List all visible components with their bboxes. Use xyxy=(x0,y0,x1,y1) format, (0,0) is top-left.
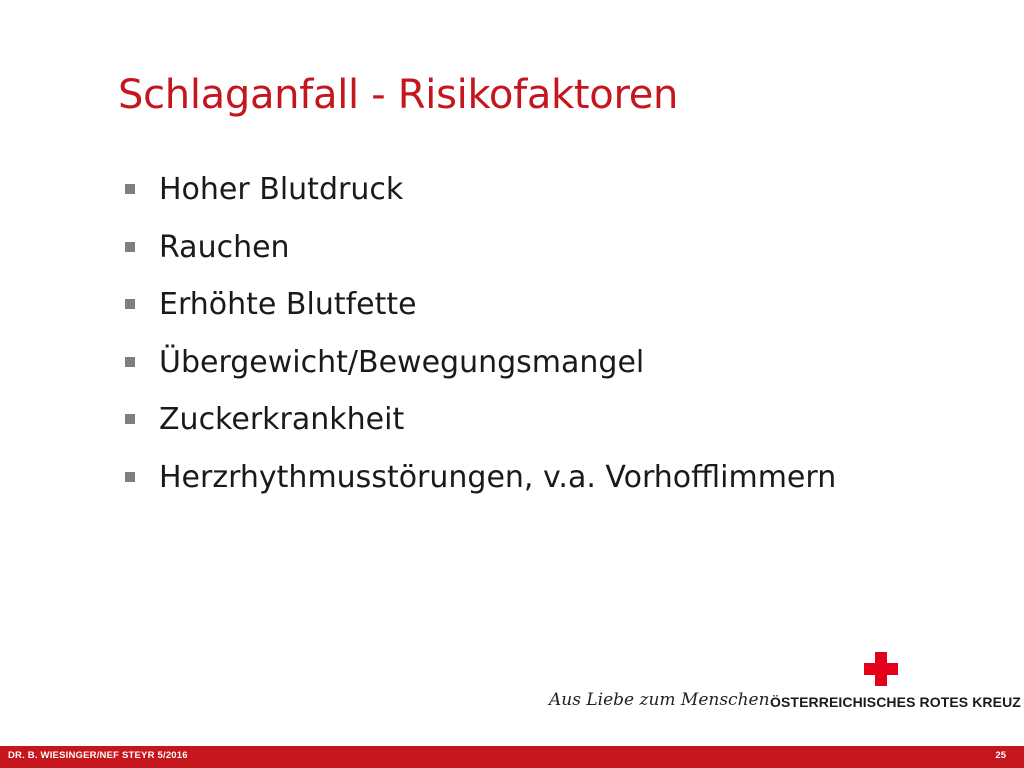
square-bullet-icon xyxy=(125,242,135,252)
bullet-item xyxy=(122,341,836,399)
footer-author: DR. B. WIESINGER/NEF STEYR 5/2016 xyxy=(8,750,188,761)
square-bullet-icon xyxy=(125,184,135,194)
bullet-item xyxy=(122,226,836,284)
organization-name: ÖSTERREICHISCHES ROTES KREUZ xyxy=(770,694,1021,710)
bullet-text: Hoher Blutdruck xyxy=(159,172,404,207)
bullet-item xyxy=(122,398,836,456)
bullet-text: Zuckerkrankheit xyxy=(159,402,405,437)
red-cross-icon xyxy=(864,652,898,686)
page-number: 25 xyxy=(995,750,1006,761)
bullet-text: Übergewicht/Bewegungsmangel xyxy=(159,344,645,380)
slide-title: Schlaganfall - Risikofaktoren xyxy=(118,72,679,118)
square-bullet-icon xyxy=(125,414,135,424)
footer-bar xyxy=(0,746,1024,768)
organization-logo xyxy=(768,650,1021,712)
square-bullet-icon xyxy=(125,472,135,482)
bullet-item xyxy=(122,283,836,341)
bullet-item xyxy=(122,168,836,226)
bullet-text: Erhöhte Blutfette xyxy=(159,287,417,322)
square-bullet-icon xyxy=(125,299,135,309)
bullet-text: Rauchen xyxy=(159,229,290,265)
square-bullet-icon xyxy=(125,357,135,367)
bullet-item xyxy=(122,456,836,514)
bullet-list xyxy=(122,168,836,513)
slogan: Aus Liebe zum Menschen. xyxy=(549,690,775,710)
bullet-text: Herzrhythmusstörungen, v.a. Vorhofflimmern xyxy=(159,459,837,495)
